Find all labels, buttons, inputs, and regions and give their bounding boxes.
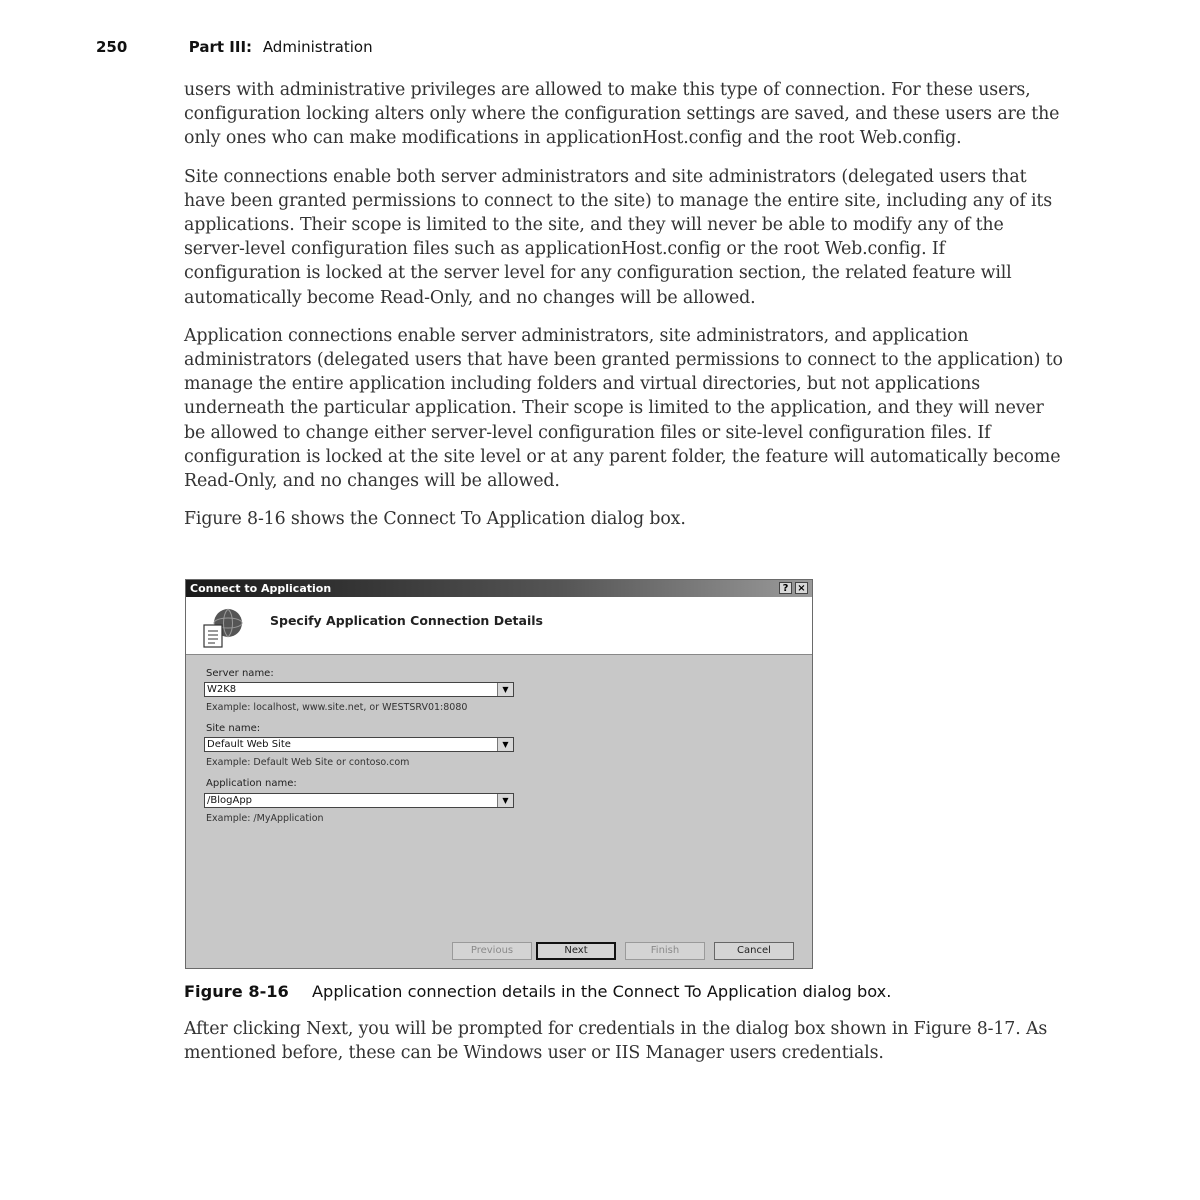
section-label: Administration [262, 38, 373, 56]
part-label: Part III: [188, 38, 253, 56]
paragraph: Site connections enable both server administrators and site administrators (delegated users that have been granted permissions to connect to the site) to manage the entire site, including any of its applications. Their scope is limited to the site, and they will never be able to modify any of the server-level configuration files such as applicationHost.config or the root Web.config. If configuration is locked at the server level for any configuration section, the related feature will automatically become Read-Only, and no changes will be allowed. [184, 166, 1053, 308]
paragraph: Application connections enable server administrators, site administrators, and application administrators (delegated users that have been granted permissions to connect to the application) to manage the entire application including folders and virtual directories, but not applications underneath the particular application. Their scope is limited to the application, and they will never be allowed to change either server-level configuration files or site-level configuration files. If configuration is locked at the site level or at any parent folder, the feature will automatically become Read-Only, and no changes will be allowed. [184, 325, 1063, 492]
chevron-down-icon[interactable]: ▼ [497, 683, 513, 696]
help-button[interactable]: ? [779, 582, 792, 594]
site-name-label: Site name: [206, 723, 261, 734]
site-name-example: Example: Default Web Site or contoso.com [206, 757, 410, 768]
application-name-label: Application name: [206, 778, 297, 789]
chevron-down-icon[interactable]: ▼ [497, 794, 513, 807]
connection-globe-icon [202, 605, 246, 649]
server-name-example: Example: localhost, www.site.net, or WESTSRV01:8080 [206, 702, 468, 713]
dialog-title: Connect to Application [190, 582, 332, 595]
application-name-value: /BlogApp [207, 795, 253, 806]
figure-number: Figure 8-16 [184, 982, 289, 1001]
dialog-header-title: Specify Application Connection Details [270, 613, 543, 628]
application-name-combobox[interactable] [204, 793, 514, 808]
body-text [184, 78, 1064, 545]
server-name-value: W2K8 [207, 684, 237, 695]
server-name-label: Server name: [206, 668, 274, 679]
finish-button[interactable]: Finish [625, 942, 705, 960]
chevron-down-icon[interactable]: ▼ [497, 738, 513, 751]
previous-button[interactable]: Previous [452, 942, 532, 960]
running-head [96, 38, 373, 56]
dialog-header [186, 597, 812, 655]
connect-to-application-dialog [185, 579, 813, 969]
dialog-titlebar [186, 580, 812, 597]
paragraph: users with administrative privileges are allowed to make this type of connection. For these users, configuration locking alters only where the configuration settings are saved, and these users are the only ones who can make modifications in applicationHost.config and the root Web.config. [184, 80, 1060, 149]
figure-caption [184, 982, 1084, 1001]
site-name-value: Default Web Site [207, 739, 291, 750]
close-button[interactable]: × [795, 582, 808, 594]
application-name-example: Example: /MyApplication [206, 813, 324, 824]
page-number: 250 [96, 38, 128, 56]
figure-caption-text: Application connection details in the Connect To Application dialog box. [311, 982, 892, 1001]
site-name-combobox[interactable] [204, 737, 514, 752]
paragraph: Figure 8-16 shows the Connect To Application dialog box. [184, 509, 686, 530]
server-name-combobox[interactable] [204, 682, 514, 697]
paragraph: After clicking Next, you will be prompted for credentials in the dialog box shown in Figure 8-17. As mentioned before, these can be Windows user or IIS Manager users credentials. [184, 1019, 1048, 1064]
next-button[interactable]: Next [536, 942, 616, 960]
cancel-button[interactable]: Cancel [714, 942, 794, 960]
